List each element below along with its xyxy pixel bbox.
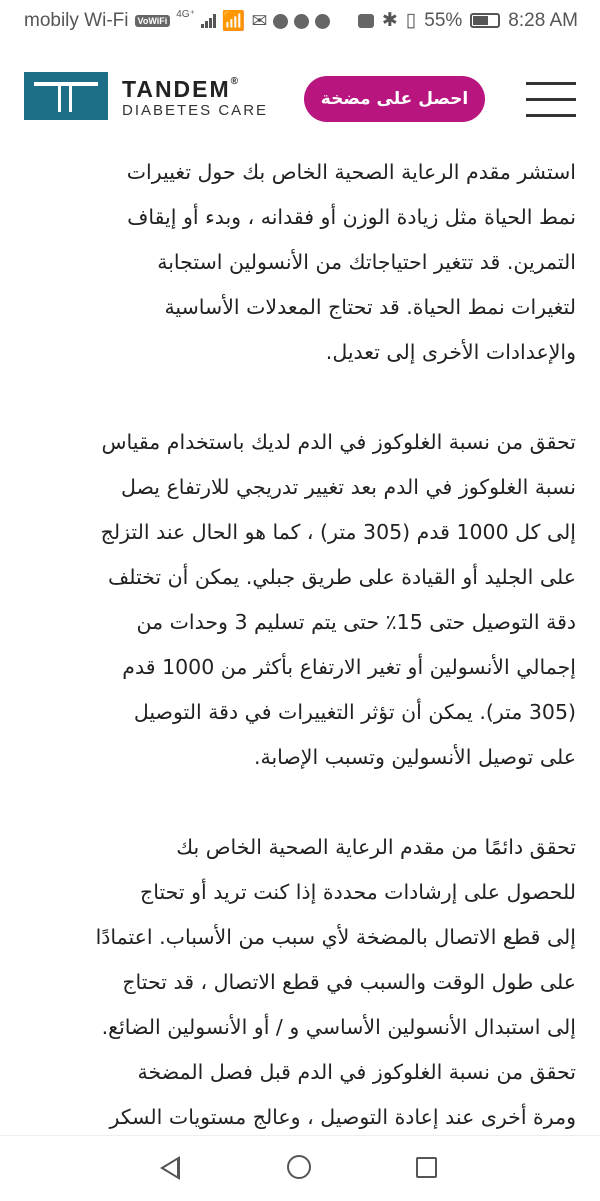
vowifi-badge: VoWiFi bbox=[135, 15, 171, 27]
signal-icon bbox=[201, 14, 216, 28]
status-right bbox=[358, 9, 578, 32]
back-icon[interactable] bbox=[160, 1156, 180, 1180]
whatsapp-icon bbox=[294, 14, 309, 29]
line: إلى قطع الاتصال بالمضخة لأي سبب من الأسباب. اعتمادًا bbox=[95, 925, 576, 949]
line: التمرين. قد تتغير احتياجاتك من الأنسولين استجابة bbox=[157, 250, 576, 274]
battery-icon bbox=[470, 13, 500, 28]
recents-icon[interactable] bbox=[416, 1157, 437, 1178]
brand-subtitle: DIABETES CARE bbox=[122, 102, 269, 119]
line: إلى استبدال الأنسولين الأساسي و / أو الأنسولين الضائع. bbox=[101, 1015, 576, 1039]
line: إلى كل 1000 قدم (305 متر) ، كما هو الحال عند التزلج bbox=[100, 520, 576, 544]
brand-name[interactable]: TANDEM® bbox=[122, 76, 239, 102]
article-paragraph-2 bbox=[24, 420, 576, 780]
mail-icon: ✉ bbox=[251, 10, 268, 32]
status-bar bbox=[0, 0, 600, 40]
line: على الجليد أو القيادة على طريق جبلي. يمكن أن تختلف bbox=[107, 565, 576, 589]
clock: 8:28 AM bbox=[508, 9, 578, 31]
line: تحقق من نسبة الغلوكوز في الدم لديك باستخدام مقياس bbox=[101, 430, 576, 454]
line: تحقق دائمًا من مقدم الرعاية الصحية الخاص بك bbox=[176, 835, 576, 859]
battery-percent: 55% bbox=[424, 9, 463, 31]
facebook-icon bbox=[273, 14, 288, 29]
line: دقة التوصيل حتى 15٪ حتى يتم تسليم 3 وحدات من bbox=[136, 610, 576, 634]
line: على توصيل الأنسولين وتسبب الإصابة. bbox=[253, 745, 576, 769]
site-header bbox=[0, 40, 600, 150]
line: للحصول على إرشادات محددة إذا كنت تريد أو تحتاج bbox=[139, 880, 576, 904]
line: إجمالي الأنسولين أو تغير الارتفاع بأكثر من 1000 قدم bbox=[122, 655, 576, 679]
wifi-icon: 📶 bbox=[221, 11, 246, 32]
carrier-label: mobily Wi-Fi bbox=[24, 10, 129, 31]
nfc-icon bbox=[358, 14, 374, 28]
line: نسبة الغلوكوز في الدم بعد تغيير تدريجي للارتفاع يصل bbox=[120, 475, 576, 499]
messenger-icon bbox=[315, 14, 330, 29]
line: لتغيرات نمط الحياة. قد تحتاج المعدلات الأساسية bbox=[164, 295, 576, 319]
line: (305 متر). يمكن أن تؤثر التغييرات في دقة التوصيل bbox=[133, 700, 576, 724]
vibrate-icon: ▯ bbox=[405, 10, 417, 31]
home-icon[interactable] bbox=[287, 1155, 311, 1179]
line: ومرة أخرى عند إعادة التوصيل ، وعالج مستويات السكر bbox=[109, 1105, 576, 1129]
tandem-logo-icon[interactable] bbox=[24, 72, 108, 120]
line: والإعدادات الأخرى إلى تعديل. bbox=[325, 340, 576, 364]
status-left bbox=[24, 9, 330, 33]
get-pump-button[interactable]: احصل على مضخة bbox=[304, 76, 485, 122]
network-type: 4G⁺ bbox=[176, 8, 195, 20]
bluetooth-icon: ✱ bbox=[381, 10, 398, 31]
system-nav-bar bbox=[0, 1135, 600, 1201]
article-paragraph-1 bbox=[24, 150, 576, 375]
hamburger-menu-icon[interactable] bbox=[526, 82, 576, 118]
line: نمط الحياة مثل زيادة الوزن أو فقدانه ، وبدء أو إيقاف bbox=[127, 205, 576, 229]
line: استشر مقدم الرعاية الصحية الخاص بك حول تغييرات bbox=[126, 160, 576, 184]
battery-fill bbox=[473, 16, 487, 25]
line: على طول الوقت والسبب في قطع الاتصال ، قد تحتاج bbox=[122, 970, 576, 994]
article-body bbox=[24, 150, 576, 1135]
article-paragraph-3 bbox=[24, 825, 576, 1185]
line: تحقق من نسبة الغلوكوز في الدم قبل فصل المضخة bbox=[137, 1060, 576, 1084]
